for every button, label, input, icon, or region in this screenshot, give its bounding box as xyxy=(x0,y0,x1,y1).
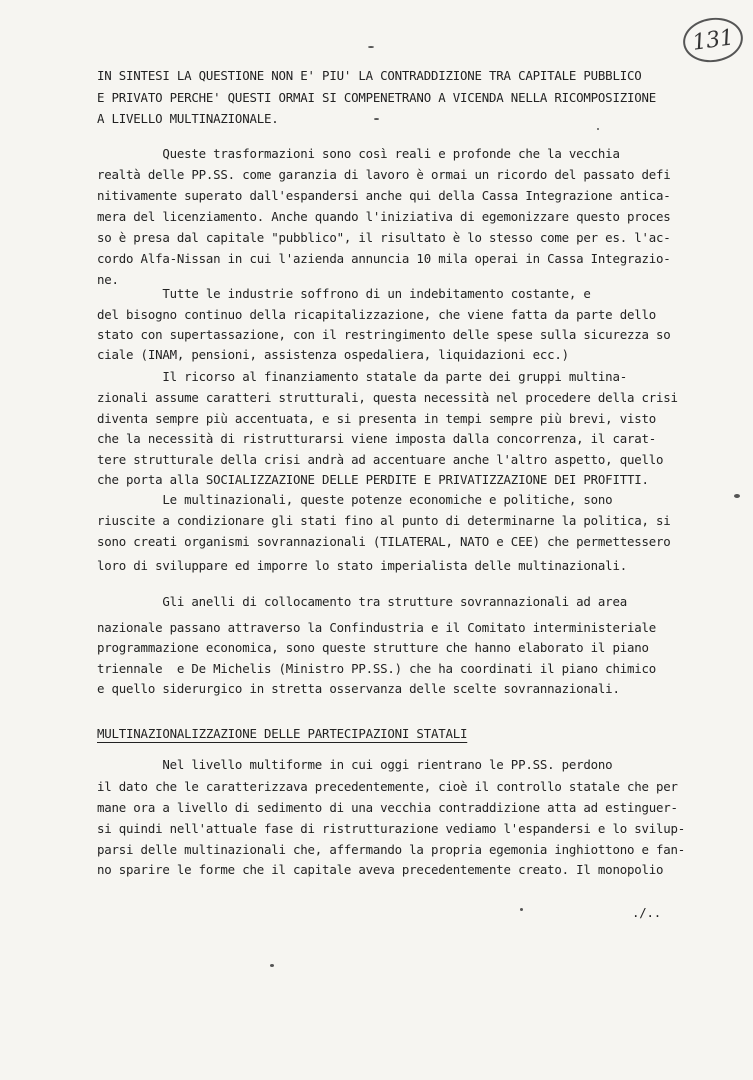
paragraph-line: che porta alla SOCIALIZZAZIONE DELLE PERDITE E PRIVATIZZAZIONE DEI PROFITTI. xyxy=(97,472,649,487)
paragraph-line: si quindi nell'attuale fase di ristrutturazione vediamo l'espandersi e lo svilup- xyxy=(97,821,686,836)
intro-line: A LIVELLO MULTINAZIONALE. xyxy=(97,111,279,126)
intro-line: E PRIVATO PERCHE' QUESTI ORMAI SI COMPENETRANO A VICENDA NELLA RICOMPOSIZIONE xyxy=(97,90,657,105)
paragraph-line: no sparire le forme che il capitale aveva precedentemente creato. Il monopolio xyxy=(97,862,664,877)
paragraph-line: nazionale passano attraverso la Confindustria e il Comitato interministeriale xyxy=(97,620,657,635)
paragraph-line: stato con supertassazione, con il restringimento delle spese sulla sicurezza so xyxy=(97,327,671,342)
paragraph-line: che la necessità di ristrutturarsi viene imposta dalla concorrenza, il carat- xyxy=(97,431,657,446)
paragraph-line: Queste trasformazioni sono così reali e profonde che la vecchia xyxy=(97,146,620,161)
paragraph-line: riuscite a condizionare gli stati fino al punto di determinarne la politica, si xyxy=(97,513,671,528)
paragraph-line: ciale (INAM, pensioni, assistenza ospedaliera, liquidazioni ecc.) xyxy=(97,347,569,362)
paragraph-line: Il ricorso al finanziamento statale da parte dei gruppi multina- xyxy=(97,369,627,384)
paragraph-line: mera del licenziamento. Anche quando l'iniziativa di egemonizzare questo proces xyxy=(97,209,671,224)
paragraph-line: programmazione economica, sono queste strutture che hanno elaborato il piano xyxy=(97,640,649,655)
paragraph-line: del bisogno continuo della ricapitalizzazione, che viene fatta da parte dello xyxy=(97,307,657,322)
paragraph-line: loro di sviluppare ed imporre lo stato imperialista delle multinazionali. xyxy=(97,558,627,573)
paragraph-line: cordo Alfa-Nissan in cui l'azienda annuncia 10 mila operai in Cassa Integrazio- xyxy=(97,251,671,266)
paragraph-line: so è presa dal capitale "pubblico", il risultato è lo stesso come per es. l'ac- xyxy=(97,230,671,245)
section-heading: MULTINAZIONALIZZAZIONE DELLE PARTECIPAZIONI STATALI xyxy=(97,726,468,741)
paragraph-line: diventa sempre più accentuata, e si presenta in tempi sempre più brevi, visto xyxy=(97,411,657,426)
paragraph-line: triennale e De Michelis (Ministro PP.SS.) che ha coordinati il piano chimico xyxy=(97,661,657,676)
paragraph-line: parsi delle multinazionali che, affermando la propria egemonia inghiottono e fan- xyxy=(97,842,686,857)
paragraph-line: Nel livello multiforme in cui oggi rientrano le PP.SS. perdono xyxy=(97,757,613,772)
paragraph-line: ne. xyxy=(97,272,119,287)
intro-line: IN SINTESI LA QUESTIONE NON E' PIU' LA CONTRADDIZIONE TRA CAPITALE PUBBLICO xyxy=(97,68,642,83)
paragraph-line: nitivamente superato dall'espandersi anche qui della Cassa Integrazione antica- xyxy=(97,188,671,203)
continuation-mark: ./.. xyxy=(632,905,662,920)
paragraph-line: sono creati organismi sovrannazionali (TILATERAL, NATO e CEE) che permettessero xyxy=(97,534,671,549)
page-number-stamp: 131 xyxy=(680,14,746,66)
paragraph-line: tere strutturale della crisi andrà ad accentuare anche l'altro aspetto, quello xyxy=(97,452,664,467)
paragraph-line: Le multinazionali, queste potenze economiche e politiche, sono xyxy=(97,492,613,507)
paragraph-line: il dato che le caratterizzava precedentemente, cioè il controllo statale che per xyxy=(97,779,678,794)
paragraph-line: Tutte le industrie soffrono di un indebitamento costante, e xyxy=(97,286,591,301)
paragraph-line: zionali assume caratteri strutturali, questa necessità nel procedere della crisi xyxy=(97,390,678,405)
paragraph-line: mane ora a livello di sedimento di una vecchia contraddizione atta ad estinguer- xyxy=(97,800,678,815)
paragraph-line: Gli anelli di collocamento tra strutture sovrannazionali ad area xyxy=(97,594,627,609)
paragraph-line: e quello siderurgico in stretta osservanza delle scelte sovrannazionali. xyxy=(97,681,620,696)
paragraph-line: realtà delle PP.SS. come garanzia di lavoro è ormai un ricordo del passato defi xyxy=(97,167,671,182)
